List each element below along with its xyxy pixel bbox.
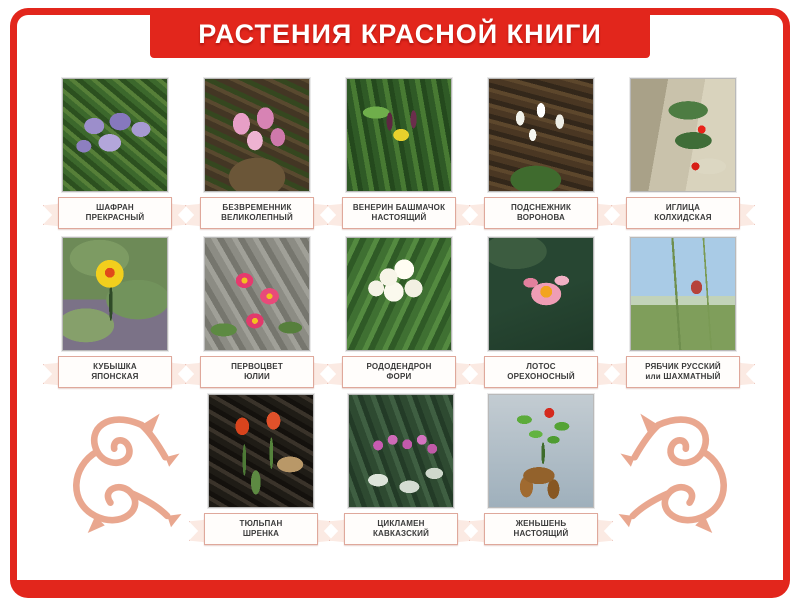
plant-label-box [58, 197, 172, 229]
plant-card [471, 237, 611, 388]
plant-label-box [342, 197, 456, 229]
plant-name-line2: ПРЕКРАСНЫЙ [85, 213, 145, 222]
plant-label-ribbon [58, 197, 172, 229]
plant-name-line1: ИГЛИЦА [665, 203, 701, 212]
plant-photo-ruscus [630, 78, 736, 192]
plant-photo-colchicum [204, 78, 310, 192]
plant-name-line1: РОДОДЕНДРОН [366, 362, 432, 371]
plant-name-line2: ШРЕНКА [242, 529, 280, 538]
plant-photo-snowdrop [488, 78, 594, 192]
plant-card [471, 394, 611, 545]
plant-label-ribbon [342, 356, 456, 388]
plant-name-line1: ПЕРВОЦВЕТ [231, 362, 283, 371]
plant-name-line2: ОРЕХОНОСНЫЙ [507, 372, 575, 381]
plant-label-box [342, 356, 456, 388]
ornament-flourish-left-icon [50, 408, 186, 550]
plant-photo-primrose [204, 237, 310, 351]
plant-name-line1: ВЕНЕРИН БАШМАЧОК [352, 203, 446, 212]
plant-name-line1: ТЮЛЬПАН [239, 519, 283, 528]
plant-name-line1: ЛОТОС [526, 362, 556, 371]
plant-name-line2: ВОРОНОВА [516, 213, 565, 222]
plant-name-line2: ЮЛИИ [244, 372, 270, 381]
plant-label-ribbon [626, 356, 740, 388]
plant-label-ribbon [344, 513, 458, 545]
plant-name-line2: ВЕЛИКОЛЕПНЫЙ [221, 213, 293, 222]
plant-card [331, 394, 471, 545]
plant-name-line2: ЯПОНСКАЯ [91, 372, 139, 381]
plant-photo-cyclamen [348, 394, 454, 508]
plant-label-box [626, 356, 740, 388]
plant-label-ribbon [204, 513, 318, 545]
plant-card [329, 78, 469, 229]
poster-title: РАСТЕНИЯ КРАСНОЙ КНИГИ [198, 18, 602, 49]
plant-photo-tulip [208, 394, 314, 508]
plant-label-ribbon [484, 197, 598, 229]
plant-name-line2: ФОРИ [386, 372, 412, 381]
plant-label-box [58, 356, 172, 388]
plant-photo-rhododendron [346, 237, 452, 351]
plant-card [329, 237, 469, 388]
plant-label-ribbon [200, 356, 314, 388]
plant-photo-lotus [488, 237, 594, 351]
plant-name-line2: КАВКАЗСКИЙ [372, 529, 430, 538]
plant-card [187, 78, 327, 229]
plant-name-line1: РЯБЧИК РУССКИЙ [645, 362, 721, 371]
plant-name-line1: ШАФРАН [96, 203, 134, 212]
plant-label-box [204, 513, 318, 545]
plant-name-line1: ЖЕНЬШЕНЬ [515, 519, 567, 528]
plant-label-ribbon [484, 356, 598, 388]
plant-photo-crocus [62, 78, 168, 192]
plant-name-line1: КУБЫШКА [93, 362, 137, 371]
plant-card [613, 237, 753, 388]
plant-label-ribbon [342, 197, 456, 229]
plant-label-box [484, 356, 598, 388]
plant-name-line2: НАСТОЯЩИЙ [371, 213, 427, 222]
plant-label-box [626, 197, 740, 229]
plant-label-box [484, 197, 598, 229]
plant-label-ribbon [200, 197, 314, 229]
plant-name-line1: ПОДСНЕЖНИК [510, 203, 572, 212]
plant-card [471, 78, 611, 229]
ornament-flourish-right-icon [614, 408, 750, 550]
plant-label-ribbon [484, 513, 598, 545]
plant-label-box [344, 513, 458, 545]
plant-label-ribbon [626, 197, 740, 229]
plant-name-line2: или ШАХМАТНЫЙ [645, 372, 721, 381]
plant-card [187, 237, 327, 388]
plant-card [191, 394, 331, 545]
plant-photo-ladys-slipper [346, 78, 452, 192]
plant-card [613, 78, 753, 229]
plant-label-box [200, 197, 314, 229]
plant-name-line2: КОЛХИДСКАЯ [654, 213, 712, 222]
title-banner [150, 10, 650, 58]
plant-label-box [484, 513, 598, 545]
plant-name-line1: БЕЗВРЕМЕННИК [222, 203, 292, 212]
plant-card [45, 237, 185, 388]
plant-card [45, 78, 185, 229]
plant-label-ribbon [58, 356, 172, 388]
plant-photo-fritillary [630, 237, 736, 351]
plant-photo-ginseng [488, 394, 594, 508]
plant-photo-water-lily [62, 237, 168, 351]
plant-name-line2: НАСТОЯЩИЙ [513, 529, 569, 538]
plant-label-box [200, 356, 314, 388]
plant-name-line1: ЦИКЛАМЕН [377, 519, 425, 528]
